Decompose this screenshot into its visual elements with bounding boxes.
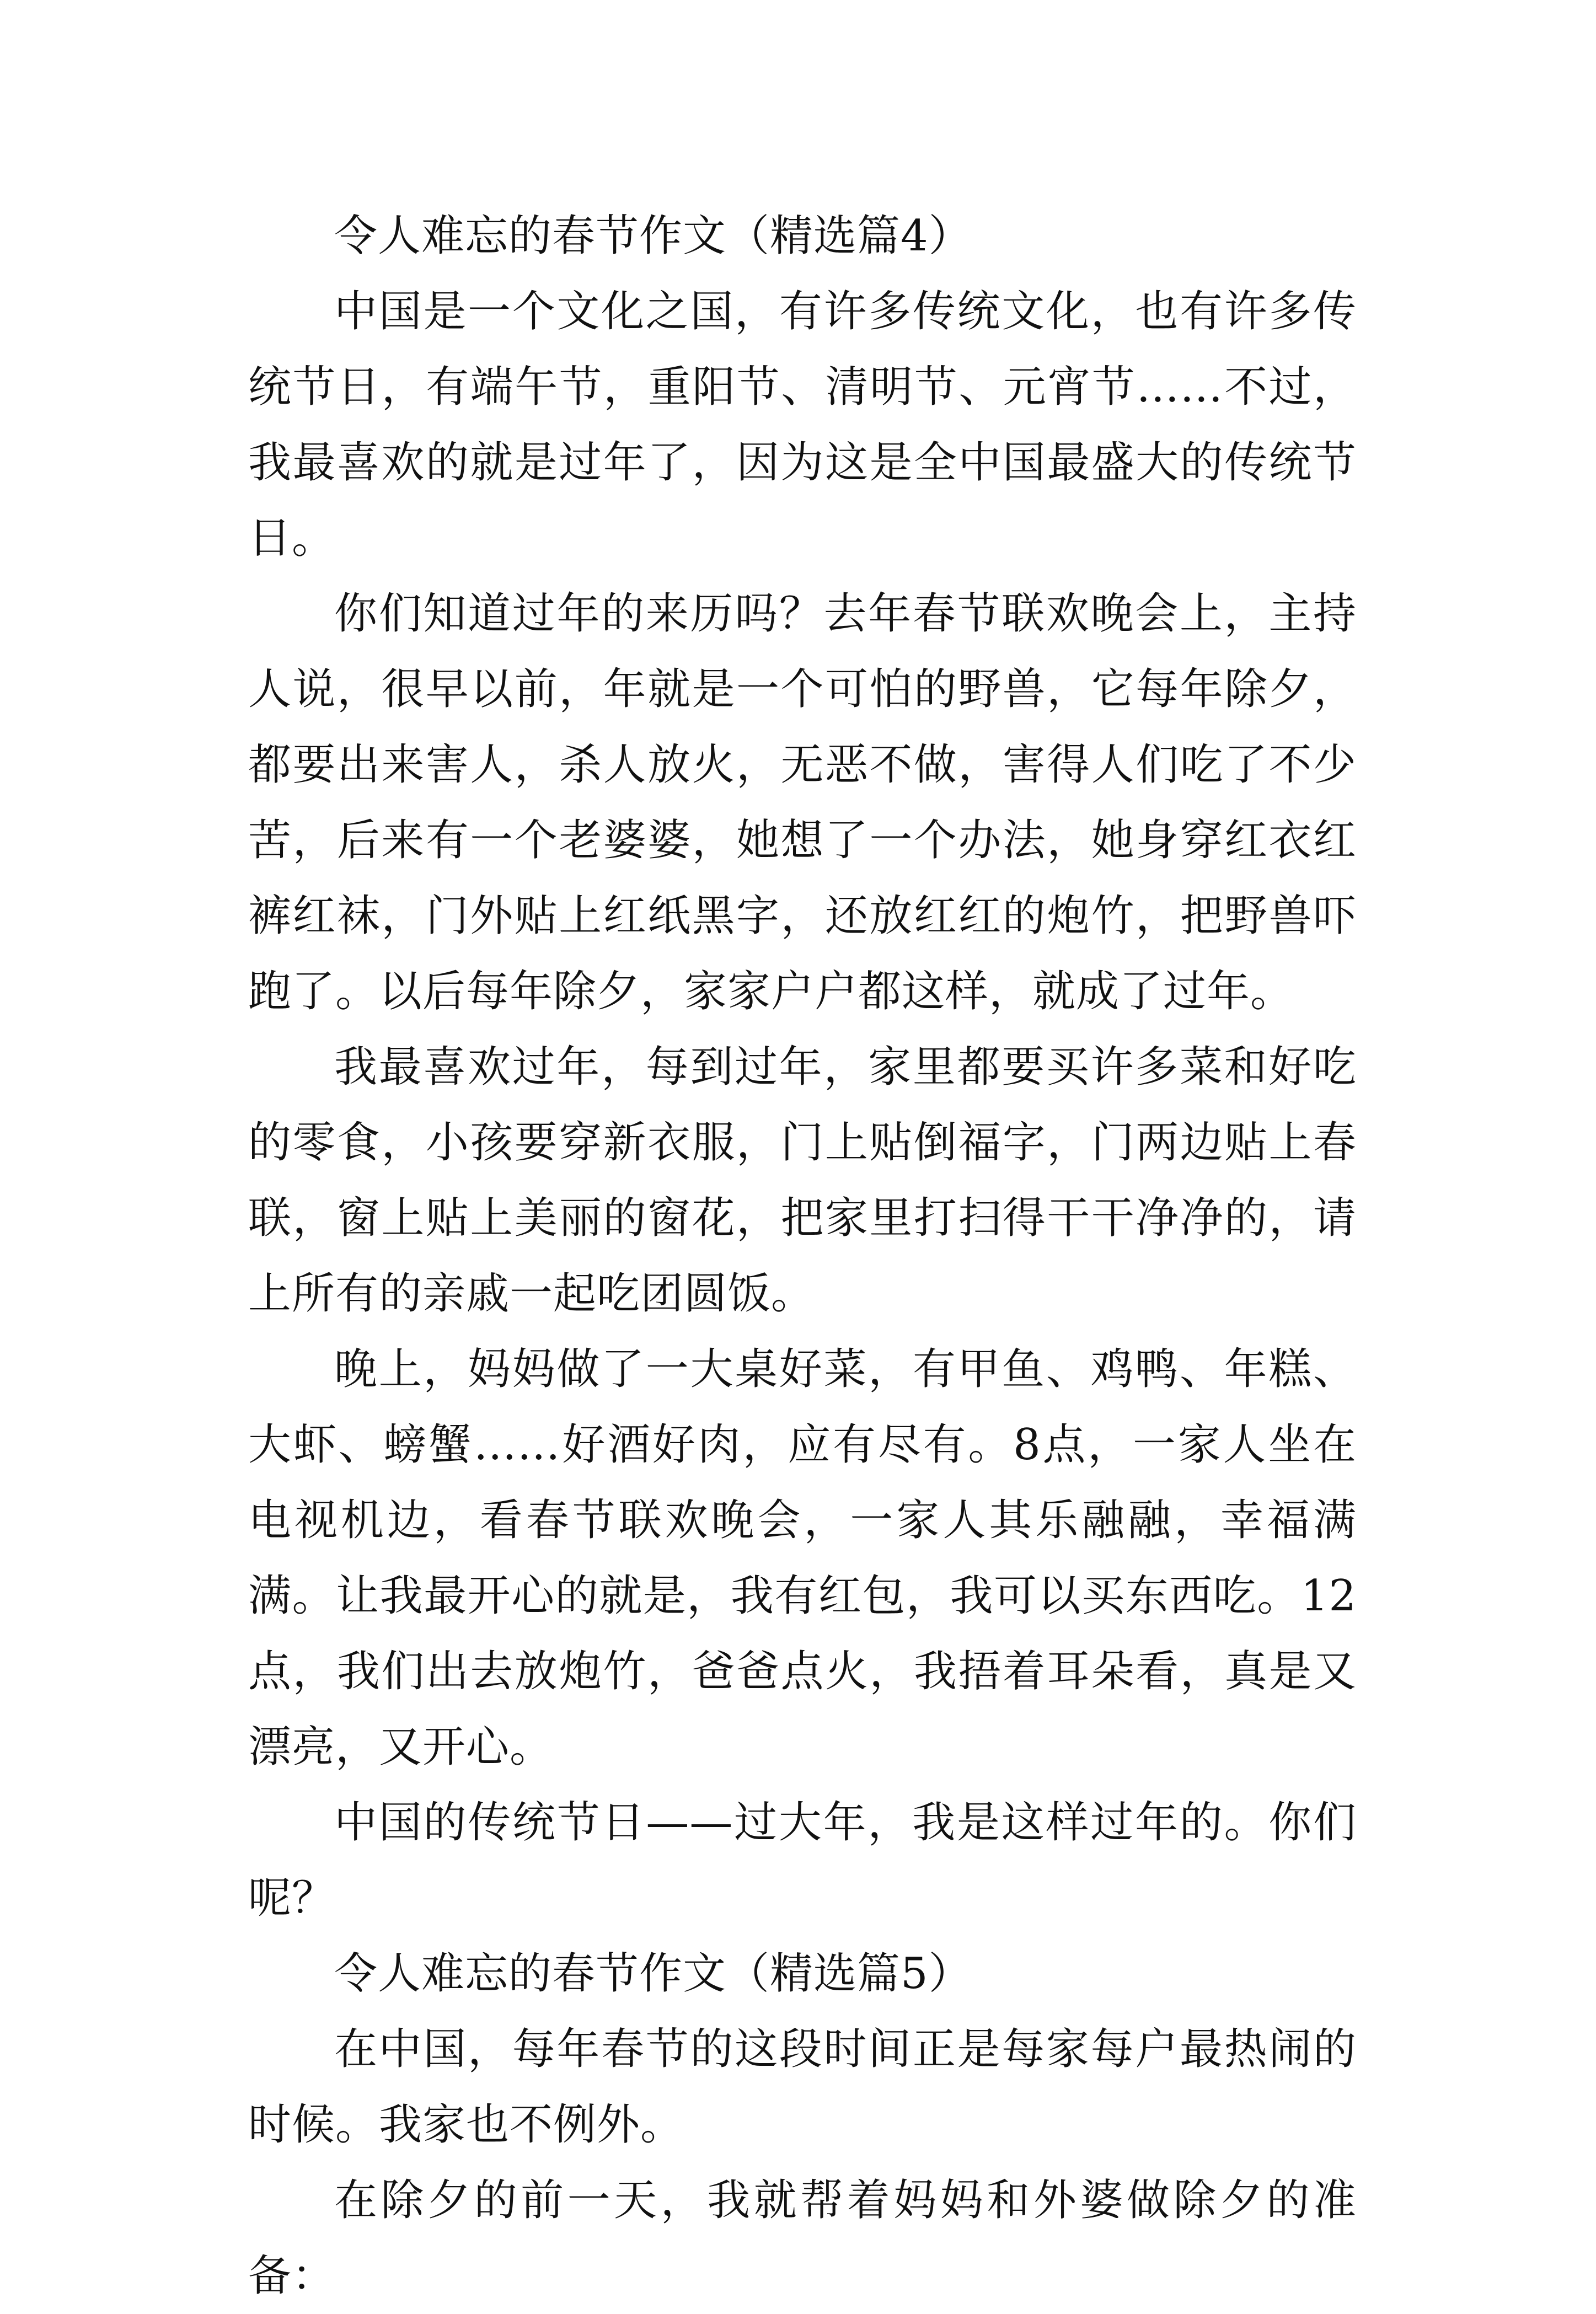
section-heading-5: 令人难忘的春节作文（精选篇5）: [334, 1949, 972, 1999]
paragraph: 你们知道过年的来历吗？去年春节联欢晚会上，主持人说，很早以前，年就是一个可怕的野兽，它每年除夕，都要出来害人，杀人放火，无恶不做，害得人们吃了不少苦，后来有一个老婆婆，她想了一个办法，她身穿红衣红裤红袜，门外贴上红纸黑字，还放红红的炮竹，把野兽吓跑了。以后每年除夕，家家户户都这样，就成了过年。: [248, 589, 1357, 1016]
section-heading-4: 令人难忘的春节作文（精选篇4）: [334, 211, 972, 261]
paragraph: 中国的传统节日——过大年，我是这样过年的。你们呢？: [248, 1798, 1357, 1923]
paragraph: 中国是一个文化之国，有许多传统文化，也有许多传统节日，有端午节，重阳节、清明节、元宵节……不过，我最喜欢的就是过年了，因为这是全中国最盛大的传统节日。: [248, 287, 1357, 563]
paragraph: 在中国，每年春节的这段时间正是每家每户最热闹的时候。我家也不例外。: [248, 2024, 1357, 2150]
paragraph: 晚上，妈妈做了一大桌好菜，有甲鱼、鸡鸭、年糕、大虾、螃蟹……好酒好肉，应有尽有。8点，一家人坐在电视机边，看春节联欢晚会，一家人其乐融融，幸福满满。让我最开心的就是，我有红包，我可以买东西吃。12点，我们出去放炮竹，爸爸点火，我捂着耳朵看，真是又漂亮，又开心。: [248, 1345, 1357, 1772]
document-page: [248, 199, 1357, 2314]
paragraph: 在除夕的前一天，我就帮着妈妈和外婆做除夕的准备：: [248, 2176, 1357, 2301]
paragraph: 我最喜欢过年，每到过年，家里都要买许多菜和好吃的零食，小孩要穿新衣服，门上贴倒福字，门两边贴上春联，窗上贴上美丽的窗花，把家里打扫得干干净净的，请上所有的亲戚一起吃团圆饭。: [248, 1042, 1357, 1319]
